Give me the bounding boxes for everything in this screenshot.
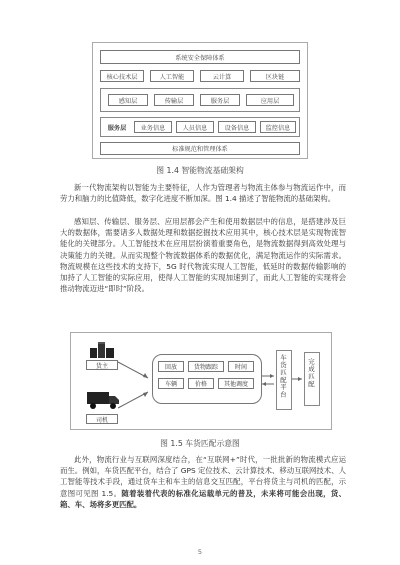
fig15-item-2: 货物跟踪	[188, 361, 224, 372]
fig15-item-1: 回放	[158, 361, 184, 372]
page-number: 5	[197, 548, 203, 556]
fig14-bottom-box: 标准规范和管理体系	[100, 142, 300, 155]
fig15-item-4: 车辆	[158, 378, 184, 389]
fig14-row2-box-2: 人工智能	[150, 70, 194, 82]
fig14-row3-box-1: 感知层	[108, 94, 148, 106]
paragraph-3-text: 此外，物流行业与互联网深度结合，在“互联网+”时代，一批批新的物流模式应运而生。例如，车货匹配平台，结合了 GPS 定位技术、云计算技术、移动互联网技术、人工智能等技术手段，通过货车主和车主的信息交互匹配，平台将货主与司机的匹配，示意图可见图 1.5。	[60, 455, 346, 498]
fig14-row4-box-2: 人员信息	[176, 121, 214, 133]
fig15-center-arrows	[262, 370, 276, 390]
fig15-item-3: 时间	[228, 361, 254, 372]
paragraph-3-bold: 随着装着代表的标准化运载单元的普及，未来将可能会出现，货、箱、车、场将多更匹配。	[60, 488, 346, 509]
paragraph-3	[60, 454, 346, 510]
cargo-owner-label: 货主	[86, 360, 118, 370]
fig15-platform-label: 车货匹配平台	[279, 354, 287, 399]
paragraph-1: 新一代物流架构以智能为主要特征，人作为管理者与物流主体参与物流运作中，而劳力和脑力的比值降低，数字化进度不断加深。图 1.4 描述了智能物流的基础架构。	[60, 183, 346, 204]
driver-label: 司机	[86, 414, 118, 424]
fig14-row4-box-3: 设备信息	[218, 121, 256, 133]
figure-1-5-caption: 图 1.5 车货匹配示意图	[160, 439, 240, 448]
fig14-row2-box-1: 核心技术层	[100, 70, 144, 82]
fig14-row3-box-3: 服务层	[200, 94, 240, 106]
fig15-left-arrows	[118, 350, 152, 420]
fig15-match-label: 完成匹配	[307, 358, 315, 388]
fig14-row2-box-4: 区块链	[250, 70, 300, 82]
fig15-item-6: 其他调度	[218, 378, 254, 389]
fig14-row3-box-2: 传输层	[154, 94, 194, 106]
fig14-row2-box-3: 云计算	[200, 70, 244, 82]
truck-icon	[86, 390, 120, 410]
fig14-row4-box-1: 业务信息	[134, 121, 172, 133]
paragraph-2: 感知层、传输层、服务层、应用层都会产生和使用数据层中的信息，是搭建涉及巨大的数据体，需要诸多人数据处理和数据挖掘技术应用其中，核心技术层是实现物流智能化的关键部分。人工智能技术在应用层扮演着重要角色，是物流数据得到高效处理与决策能力的关键。从而实现整个物流数据体系的数据优化，满足物流运作的实际需求。物流规模在这些技术的支持下，5G 时代物流实现人工智能，低延时的数据传输影响的加持了人工智能的实际应用，使得人工智能的实现加速到了，而此人工智能的实现将会推动物流迈进“即时”阶段。	[60, 217, 346, 294]
fig15-item-5: 价格	[188, 378, 214, 389]
fig14-row4-box-4: 监控信息	[260, 121, 296, 133]
fig14-row4-label: 服务层	[103, 120, 131, 134]
fig14-row3-box-4: 应用层	[246, 94, 294, 106]
fig15-right-arrow	[292, 374, 304, 384]
figure-1-4-caption: 图 1.4 智能物流基础架构	[156, 166, 244, 175]
fig14-top-box: 系统安全保障体系	[100, 50, 300, 64]
cargo-boxes-icon	[88, 342, 116, 358]
